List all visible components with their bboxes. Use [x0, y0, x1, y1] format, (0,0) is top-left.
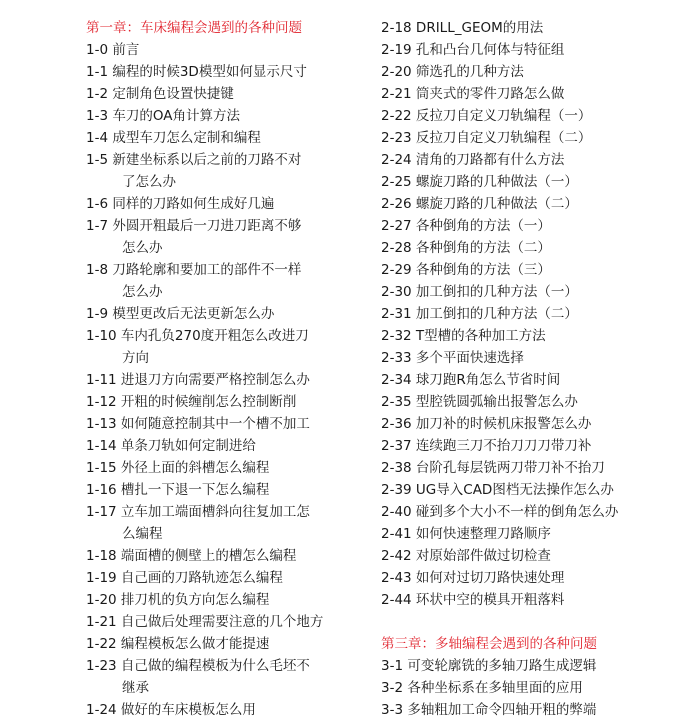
toc-entry: 2-33 多个平面快速选择	[381, 350, 524, 366]
toc-entry: 2-41 如何快速整理刀路顺序	[381, 526, 551, 542]
toc-entry: 1-23 自己做的编程模板为什么毛坯不	[86, 658, 310, 674]
toc-entry: 3-3 多轴粗加工命令四轴开粗的弊端	[381, 702, 597, 718]
toc-entry: 2-22 反拉刀自定义刀轨编程（一）	[381, 108, 592, 124]
toc-entry: 2-43 如何对过切刀路快速处理	[381, 570, 565, 586]
toc-column-right	[381, 17, 691, 721]
toc-entry: 1-7 外圆开粗最后一刀进刀距离不够	[86, 218, 302, 234]
toc-entry: 2-28 各种倒角的方法（二）	[381, 240, 551, 256]
toc-entry: 2-40 碰到多个大小不一样的倒角怎么办	[381, 504, 619, 520]
toc-entry-continuation: 方向	[122, 350, 149, 366]
toc-entry: 2-38 台阶孔每层铣两刀带刀补不抬刀	[381, 460, 605, 476]
toc-entry: 1-9 模型更改后无法更新怎么办	[86, 306, 275, 322]
toc-entry: 1-0 前言	[86, 42, 140, 58]
toc-entry: 2-25 螺旋刀路的几种做法（一）	[381, 174, 578, 190]
toc-entry: 1-15 外径上面的斜槽怎么编程	[86, 460, 270, 476]
section-spacer	[381, 611, 691, 633]
toc-entry: 1-20 排刀机的负方向怎么编程	[86, 592, 270, 608]
toc-entry: 3-1 可变轮廓铣的多轴刀路生成逻辑	[381, 658, 597, 674]
toc-entry: 1-24 做好的车床模板怎么用	[86, 702, 256, 718]
chapter-3-heading: 第三章：多轴编程会遇到的各种问题	[381, 636, 597, 652]
toc-entry: 2-34 球刀跑R角怎么节省时间	[381, 372, 561, 388]
toc-entry-continuation: 继承	[122, 680, 149, 696]
toc-entry: 1-3 车刀的OA角计算方法	[86, 108, 240, 124]
toc-entry: 1-12 开粗的时候缠削怎么控制断削	[86, 394, 297, 410]
toc-entry: 2-31 加工倒扣的几种方法（二）	[381, 306, 578, 322]
toc-column-left	[86, 17, 376, 721]
toc-entry-continuation: 么编程	[122, 526, 163, 542]
toc-entry: 2-26 螺旋刀路的几种做法（二）	[381, 196, 578, 212]
toc-entry: 2-29 各种倒角的方法（三）	[381, 262, 551, 278]
toc-entry: 1-6 同样的刀路如何生成好几遍	[86, 196, 275, 212]
toc-entry: 1-17 立车加工端面槽斜向往复加工怎	[86, 504, 310, 520]
toc-entry: 2-36 加刀补的时候机床报警怎么办	[381, 416, 592, 432]
toc-entry: 1-16 槽扎一下退一下怎么编程	[86, 482, 270, 498]
toc-entry: 1-22 编程模板怎么做才能提速	[86, 636, 270, 652]
toc-entry-continuation: 了怎么办	[122, 174, 176, 190]
toc-entry: 2-32 T型槽的各种加工方法	[381, 328, 546, 344]
toc-entry: 2-24 清角的刀路都有什么方法	[381, 152, 565, 168]
toc-entry: 2-39 UG导入CAD图档无法操作怎么办	[381, 482, 614, 498]
toc-entry: 1-2 定制角色设置快捷键	[86, 86, 234, 102]
toc-entry: 1-11 进退刀方向需要严格控制怎么办	[86, 372, 310, 388]
toc-entry: 2-23 反拉刀自定义刀轨编程（二）	[381, 130, 592, 146]
toc-entry: 2-21 筒夹式的零件刀路怎么做	[381, 86, 565, 102]
toc-entry: 1-8 刀路轮廓和要加工的部件不一样	[86, 262, 302, 278]
toc-entry: 2-35 型腔铣圆弧输出报警怎么办	[381, 394, 578, 410]
toc-entry: 1-19 自己画的刀路轨迹怎么编程	[86, 570, 283, 586]
toc-entry: 1-1 编程的时候3D模型如何显示尺寸	[86, 64, 307, 80]
toc-entry: 2-44 环状中空的模具开粗落料	[381, 592, 565, 608]
toc-entry: 2-18 DRILL_GEOM的用法	[381, 20, 544, 36]
toc-entry: 3-2 各种坐标系在多轴里面的应用	[381, 680, 583, 696]
toc-entry-continuation: 怎么办	[122, 240, 163, 256]
toc-entry: 1-4 成型车刀怎么定制和编程	[86, 130, 261, 146]
toc-entry: 2-30 加工倒扣的几种方法（一）	[381, 284, 578, 300]
toc-entry: 2-42 对原始部件做过切检查	[381, 548, 551, 564]
toc-entry: 1-13 如何随意控制其中一个槽不加工	[86, 416, 310, 432]
toc-entry: 2-20 筛选孔的几种方法	[381, 64, 524, 80]
toc-entry: 1-18 端面槽的侧壁上的槽怎么编程	[86, 548, 297, 564]
chapter-1-heading: 第一章：车床编程会遇到的各种问题	[86, 20, 302, 36]
toc-entry: 1-14 单条刀轨如何定制进给	[86, 438, 256, 454]
toc-entry: 2-37 连续跑三刀不抬刀刀刀带刀补	[381, 438, 592, 454]
toc-entry: 1-5 新建坐标系以后之前的刀路不对	[86, 152, 302, 168]
toc-entry: 1-21 自己做后处理需要注意的几个地方	[86, 614, 324, 630]
toc-entry: 2-19 孔和凸台几何体与特征组	[381, 42, 565, 58]
toc-entry-continuation: 怎么办	[122, 284, 163, 300]
toc-entry: 2-27 各种倒角的方法（一）	[381, 218, 551, 234]
toc-entry: 1-10 车内孔负270度开粗怎么改进刀	[86, 328, 309, 344]
